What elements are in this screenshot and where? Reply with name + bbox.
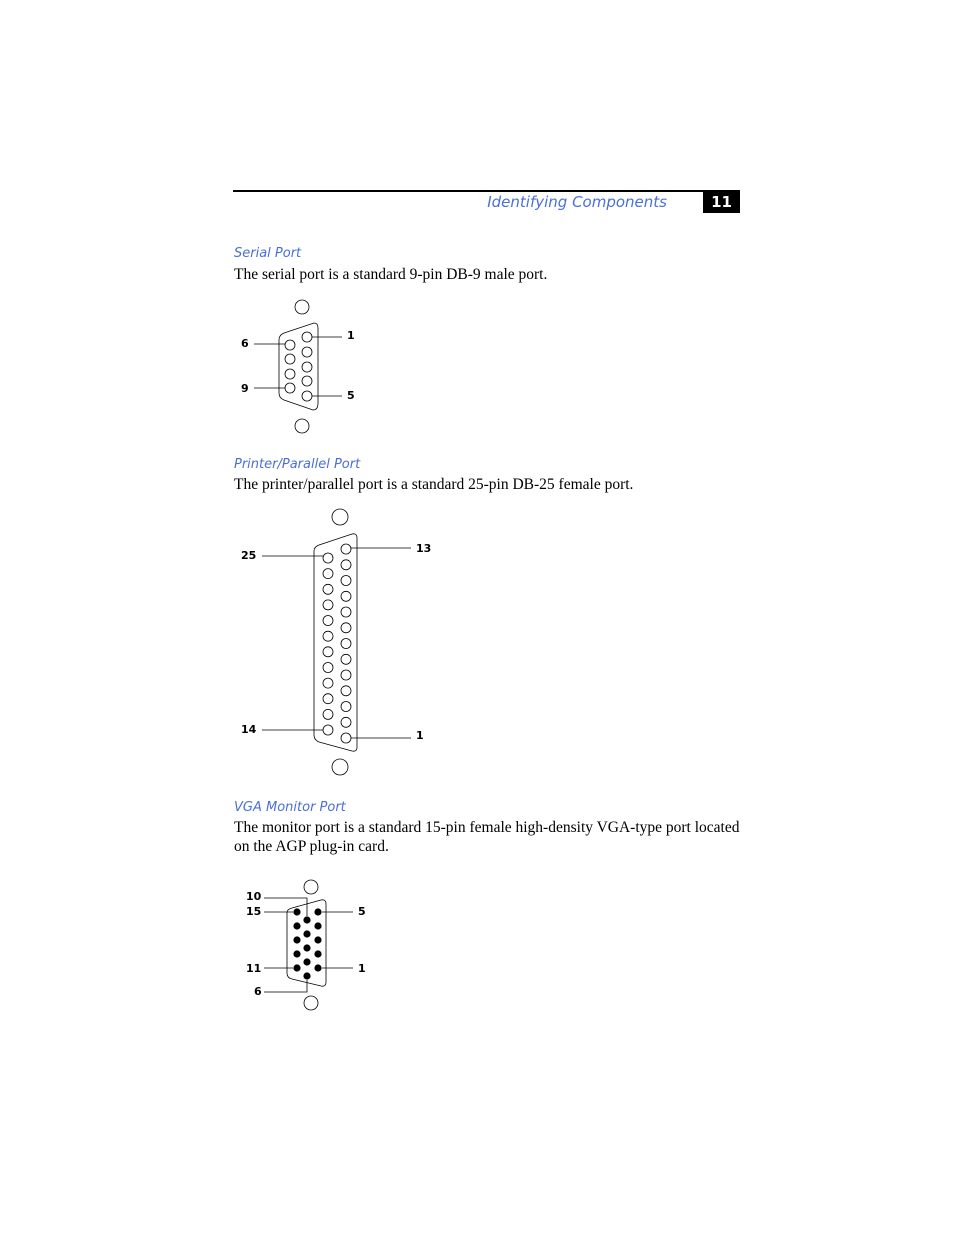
vga-pin [303,958,310,965]
serial-label-pin-5: 5 [347,389,355,402]
vga-label-pin-15: 15 [246,905,262,918]
vga-pin [314,950,321,957]
vga-mount-hole-bottom [304,996,318,1010]
vga-label-pin-1: 1 [358,962,366,975]
serial-port-heading: Serial Port [234,246,302,261]
vga-leader-6 [264,980,307,992]
serial-port-description: The serial port is a standard 9-pin DB-9 male port. [234,266,548,283]
parallel-label-pin-25: 25 [241,549,257,562]
vga-pin [303,972,310,979]
vga-pin [303,930,310,937]
vga-pin [303,916,310,923]
parallel-label-pin-1: 1 [416,729,424,742]
parallel-port-heading: Printer/Parallel Port [234,457,361,472]
vga-pin [293,908,300,915]
serial-label-pin-6: 6 [241,337,249,350]
vga-pins [293,908,321,979]
vga-label-pin-5: 5 [358,905,366,918]
vga-leader-10 [264,898,307,916]
vga-pin [314,922,321,929]
vga-mount-hole-top [304,880,318,894]
vga-label-pin-10: 10 [246,890,262,903]
running-header-title: Identifying Components [487,193,667,211]
vga-label-pin-6: 6 [254,985,262,998]
page-number: 11 [711,193,732,211]
vga-pin [303,944,310,951]
parallel-port-description: The printer/parallel port is a standard 25-pin DB-25 female port. [234,476,634,493]
vga-pin [293,936,300,943]
vga-pin [314,908,321,915]
serial-label-pin-9: 9 [241,382,249,395]
vga-port-description: The monitor port is a standard 15-pin female high-density VGA-type port located on the AGP plug-in card. [234,819,740,855]
parallel-label-pin-13: 13 [416,542,432,555]
vga-label-pin-11: 11 [246,962,262,975]
vga-pin [314,936,321,943]
serial-label-pin-1: 1 [347,329,355,342]
vga-pin [293,922,300,929]
vga-port-heading: VGA Monitor Port [234,800,346,815]
parallel-label-pin-14: 14 [241,723,257,736]
vga-pin [293,950,300,957]
vga-pin [293,964,300,971]
vga-pin [314,964,321,971]
